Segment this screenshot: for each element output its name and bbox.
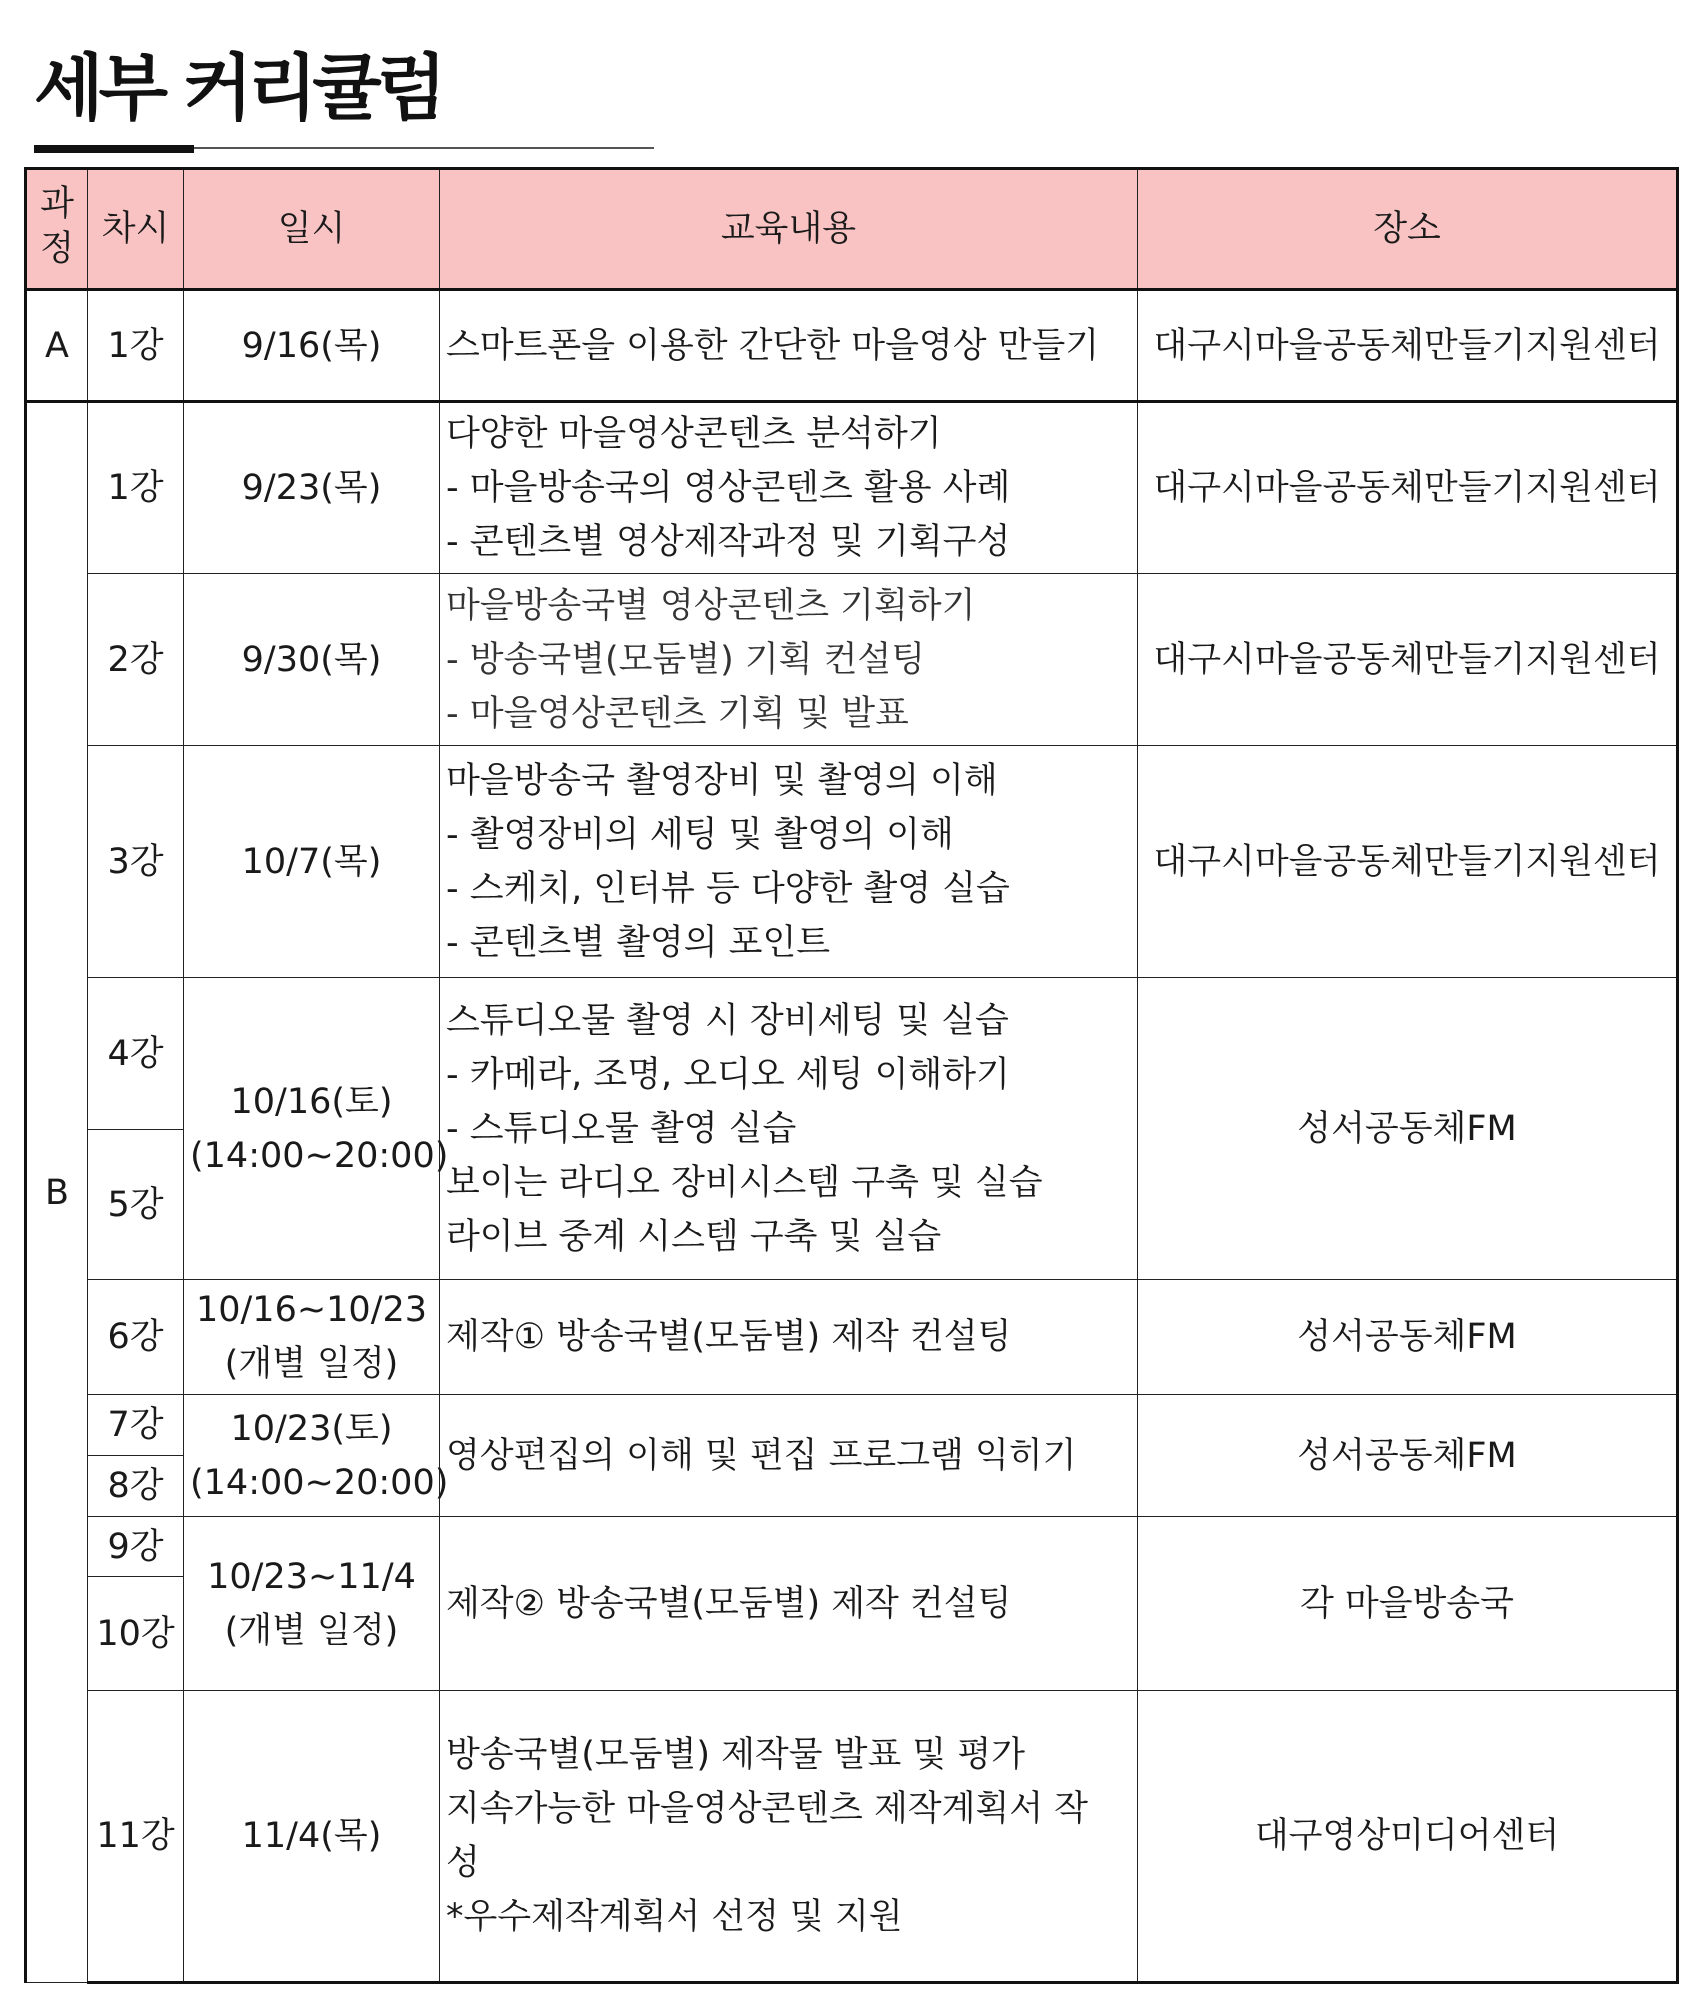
session-cell: 7강 (88, 1395, 184, 1456)
table-row (26, 1280, 1678, 1395)
header-session: 차시 (88, 169, 184, 290)
session-cell: 3강 (88, 746, 184, 978)
date-cell: 11/4(목) (184, 1691, 440, 1983)
session-cell: 1강 (88, 290, 184, 402)
course-cell: A (26, 290, 88, 402)
place-cell: 성서공동체FM (1138, 1280, 1678, 1395)
content-line: 라이브 중계 시스템 구축 및 실습 (446, 1216, 942, 1257)
session-cell: 8강 (88, 1456, 184, 1517)
content-line: - 촬영장비의 세팅 및 촬영의 이해 (446, 814, 954, 855)
table-row (26, 746, 1678, 978)
place-cell: 성서공동체FM (1138, 1395, 1678, 1517)
place-cell: 성서공동체FM (1138, 978, 1678, 1280)
content-line: 방송국별(모둠별) 제작물 발표 및 평가 (446, 1735, 1025, 1775)
content-line: 스마트폰을 이용한 간단한 마을영상 만들기 (446, 325, 1100, 366)
place-cell: 각 마을방송국 (1138, 1517, 1678, 1691)
content-line: 지속가능한 마을영상콘텐츠 제작계획서 작 (446, 1789, 1088, 1829)
title-underline-accent (34, 145, 194, 153)
content-line: 스튜디오물 촬영 시 장비세팅 및 실습 (446, 1000, 1009, 1041)
place-cell: 대구시마을공동체만들기지원센터 (1138, 746, 1678, 978)
content-line: 마을방송국 촬영장비 및 촬영의 이해 (446, 760, 998, 801)
date-line: (개별 일정) (224, 1344, 399, 1384)
date-line: 10/23(토) (230, 1408, 393, 1449)
content-line: 제작② 방송국별(모둠별) 제작 컨설팅 (446, 1583, 1012, 1624)
date-line: (14:00~20:00) (190, 1135, 449, 1176)
content-line: 제작① 방송국별(모둠별) 제작 컨설팅 (446, 1317, 1012, 1357)
date-cell: 10/7(목) (184, 746, 440, 978)
content-line: 마을방송국별 영상콘텐츠 기획하기 (446, 585, 976, 626)
content-cell (440, 574, 1138, 746)
content-line: - 콘텐츠별 영상제작과정 및 기획구성 (446, 522, 1011, 562)
date-cell (184, 1395, 449, 1517)
content-line: - 스케치, 인터뷰 등 다양한 촬영 실습 (446, 868, 1010, 909)
date-cell: 9/16(목) (184, 290, 440, 402)
table-row (26, 402, 1678, 574)
date-line: 10/16~10/23 (195, 1290, 428, 1330)
date-line: (개별 일정) (224, 1610, 399, 1651)
header-place: 장소 (1138, 169, 1678, 290)
header-content: 교육내용 (440, 169, 1138, 290)
content-line: *우수제작계획서 선정 및 지원 (446, 1897, 903, 1937)
curriculum-table (24, 167, 1679, 1984)
date-line: (14:00~20:00) (190, 1462, 449, 1503)
table-row (26, 574, 1678, 746)
content-line: 다양한 마을영상콘텐츠 분석하기 (446, 414, 942, 454)
date-line: 10/23~11/4 (207, 1556, 416, 1597)
session-cell: 4강 (88, 978, 184, 1130)
table-row (26, 978, 1678, 1130)
content-cell (440, 746, 1138, 978)
content-cell (440, 1280, 1138, 1395)
header-course: 과정 (26, 169, 88, 290)
content-cell (440, 290, 1138, 402)
header-date: 일시 (184, 169, 440, 290)
content-line: 성 (446, 1843, 480, 1883)
session-cell: 9강 (88, 1517, 184, 1577)
course-cell: B (26, 402, 88, 1983)
content-line: - 방송국별(모둠별) 기획 컨설팅 (446, 639, 926, 680)
content-cell (440, 1395, 1138, 1517)
content-cell (440, 1517, 1138, 1691)
content-cell (440, 402, 1138, 574)
place-cell: 대구시마을공동체만들기지원센터 (1138, 574, 1678, 746)
content-cell (440, 1691, 1138, 1983)
date-line: 10/16(토) (230, 1081, 393, 1122)
content-line: - 콘텐츠별 촬영의 포인트 (446, 922, 831, 963)
session-cell: 1강 (88, 402, 184, 574)
page-title: 세부 커리큘럼 (34, 46, 442, 130)
session-cell: 5강 (88, 1130, 184, 1280)
place-cell: 대구시마을공동체만들기지원센터 (1138, 402, 1678, 574)
date-cell: 9/23(목) (184, 402, 440, 574)
place-cell: 대구시마을공동체만들기지원센터 (1138, 290, 1678, 402)
content-line: - 스튜디오물 촬영 실습 (446, 1108, 797, 1149)
date-cell (184, 978, 449, 1280)
content-line: 보이는 라디오 장비시스템 구축 및 실습 (446, 1162, 1043, 1203)
place-cell: 대구영상미디어센터 (1138, 1691, 1678, 1983)
session-cell: 11강 (88, 1691, 184, 1983)
content-line: - 마을방송국의 영상콘텐츠 활용 사례 (446, 468, 1011, 508)
content-line: 영상편집의 이해 및 편집 프로그램 익히기 (446, 1435, 1077, 1476)
table-row (26, 290, 1678, 402)
table-row (26, 1691, 1678, 1983)
date-cell: 9/30(목) (184, 574, 440, 746)
content-cell (440, 978, 1138, 1280)
date-cell (184, 1517, 440, 1691)
content-line: - 마을영상콘텐츠 기획 및 발표 (446, 693, 909, 734)
table-row (26, 1517, 1678, 1577)
session-cell: 10강 (88, 1577, 184, 1691)
session-cell: 6강 (88, 1280, 184, 1395)
session-cell: 2강 (88, 574, 184, 746)
table-header-row (26, 169, 1678, 290)
date-cell (184, 1280, 440, 1395)
content-line: - 카메라, 조명, 오디오 세팅 이해하기 (446, 1054, 1010, 1095)
table-row (26, 1395, 1678, 1456)
